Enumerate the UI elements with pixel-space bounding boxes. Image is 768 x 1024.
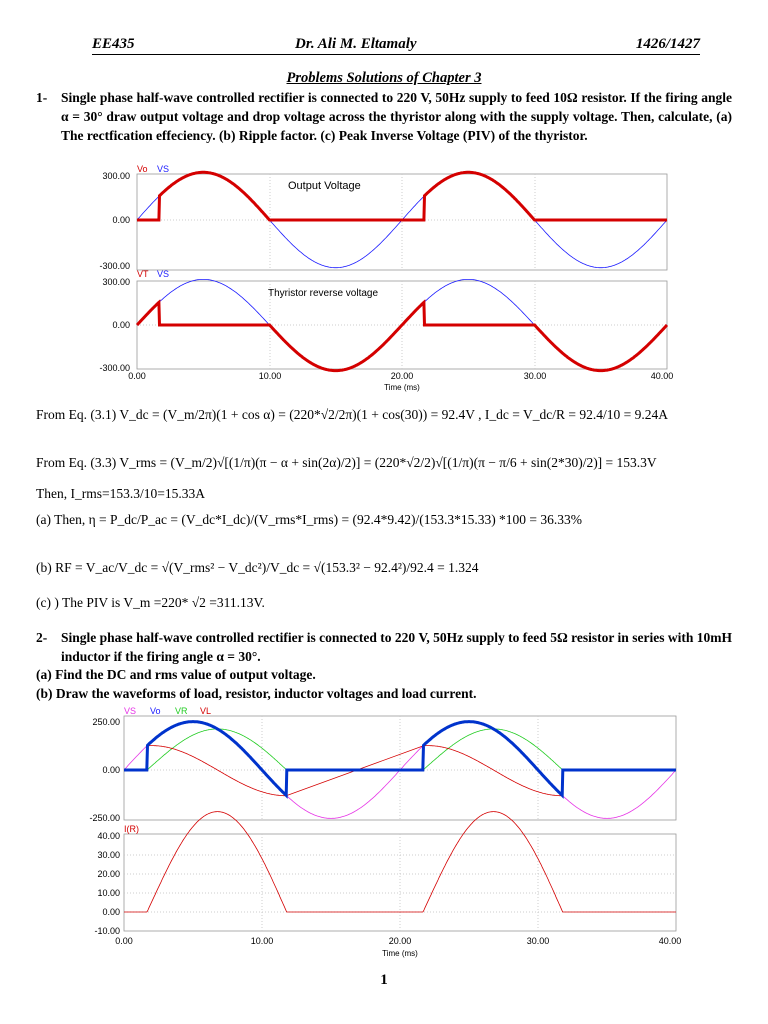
fig1-xtick-20: 20.00 <box>390 371 414 381</box>
fig1-bottom-ytick-zero: 0.00 <box>112 320 130 330</box>
fig2-legend-vo: Vo <box>150 706 161 716</box>
figure-1 <box>0 164 768 394</box>
problem-2-part-b: (b) Draw the waveforms of load, resistor, inductor voltages and load current. <box>36 686 477 701</box>
fig2-xtick-20: 20.00 <box>388 936 412 946</box>
problem-1-text: Single phase half-wave controlled rectifier is connected to 220 V, 50Hz supply to feed 10Ω resistor. If the firing angle α = 30° draw output voltage and drop voltage across the thyristor along with the supply voltage. Then, calculate, (a) The rectfication effeciency. (b) Ripple factor. (c) Peak Inverse Voltage (PIV) of the thyristor. <box>61 90 732 143</box>
fig1-legend-vt: VT <box>137 269 149 279</box>
fig1-legend-vs: VS <box>157 164 170 174</box>
problem-2 <box>36 628 732 666</box>
fig2-bottom-ytick-neg10: -10.00 <box>94 926 120 936</box>
figure-2 <box>0 704 768 964</box>
page-number: 1 <box>380 972 388 988</box>
fig2-bottom-ytick-0: 0.00 <box>102 907 120 917</box>
fig1-bottom-label: Thyristor reverse voltage <box>268 288 379 299</box>
fig2-legend-ir: I(R) <box>124 824 139 834</box>
fig2-bottom-ytick-20: 20.00 <box>97 869 120 879</box>
fig2-legend-vr: VR <box>175 706 188 716</box>
fig1-legend-vo: Vo <box>137 164 148 174</box>
fig1-top-ytick-max: 300.00 <box>102 171 130 181</box>
eq-ripple-factor: (b) RF = V_ac/V_dc = √(V_rms² − V_dc²)/V_dc = √(153.3² − 92.4²)/92.4 = 1.324 <box>36 560 479 575</box>
fig2-top-ytick-zero: 0.00 <box>102 765 120 775</box>
eq-vrms: From Eq. (3.3) V_rms = (V_m/2)√[(1/π)(π − α + sin(2α)/2)] = (220*√2/2)√[(1/π)(π − π/6 + sin(2*30)/2)] = 153.3V <box>36 455 657 470</box>
problem-2-number: 2- <box>36 630 48 645</box>
problem-2-text: Single phase half-wave controlled rectifier is connected to 220 V, 50Hz supply to feed 5Ω resistor in series with 10mH inductor if the firing angle α = 30°. <box>61 630 732 664</box>
eq-piv: (c) ) The PIV is V_m =220* √2 =311.13V. <box>36 595 265 610</box>
fig2-top-ytick-min: -250.00 <box>89 813 120 823</box>
problem-1-number: 1- <box>36 90 48 105</box>
fig1-top-label: Output Voltage <box>288 180 361 192</box>
fig2-bottom-ytick-30: 30.00 <box>97 850 120 860</box>
eq-vdc: From Eq. (3.1) V_dc = (V_m/2π)(1 + cos α) = (220*√2/2π)(1 + cos(30)) = 92.4V , I_dc = V_dc/R = 92.4/10 = 9.24A <box>36 407 668 422</box>
fig2-top-ytick-max: 250.00 <box>92 717 120 727</box>
fig2-xtick-10: 10.00 <box>250 936 274 946</box>
fig1-xlabel: Time (ms) <box>384 383 420 392</box>
fig1-bottom-ytick-max: 300.00 <box>102 277 130 287</box>
fig2-xtick-30: 30.00 <box>526 936 550 946</box>
fig1-legend-vs2: VS <box>157 269 170 279</box>
eq-irms: Then, I_rms=153.3/10=15.33A <box>36 486 205 501</box>
fig1-xtick-30: 30.00 <box>523 371 547 381</box>
problem-1 <box>36 88 732 145</box>
page-header <box>92 36 700 55</box>
fig2-legend-vl: VL <box>200 706 212 716</box>
fig1-xtick-40: 40.00 <box>650 371 674 381</box>
fig1-xtick-10: 10.00 <box>258 371 282 381</box>
academic-year: 1426/1427 <box>635 36 700 52</box>
fig2-legend-vs: VS <box>124 706 137 716</box>
fig2-xtick-0: 0.00 <box>115 936 133 946</box>
fig2-xtick-40: 40.00 <box>658 936 682 946</box>
fig2-xlabel: Time (ms) <box>382 949 418 958</box>
fig1-bottom-ytick-min: -300.00 <box>99 363 130 373</box>
author-name: Dr. Ali M. Eltamaly <box>295 36 417 52</box>
chapter-title: Problems Solutions of Chapter 3 <box>286 70 482 86</box>
eq-efficiency: (a) Then, η = P_dc/P_ac = (V_dc*I_dc)/(V_rms*I_rms) = (92.4*9.42)/(153.3*15.33) *100 = 36.33% <box>36 512 583 527</box>
fig1-top-ytick-min: -300.00 <box>99 261 130 271</box>
course-code: EE435 <box>92 36 135 52</box>
fig1-top-ytick-zero: 0.00 <box>112 215 130 225</box>
problem-2-part-a: (a) Find the DC and rms value of output voltage. <box>36 667 316 682</box>
fig1-xtick-0: 0.00 <box>128 371 146 381</box>
fig1-thyristor-voltage <box>137 302 667 370</box>
fig1-output-voltage <box>137 172 667 220</box>
fig2-bottom-ytick-10: 10.00 <box>97 888 120 898</box>
fig2-bottom-ytick-40: 40.00 <box>97 831 120 841</box>
